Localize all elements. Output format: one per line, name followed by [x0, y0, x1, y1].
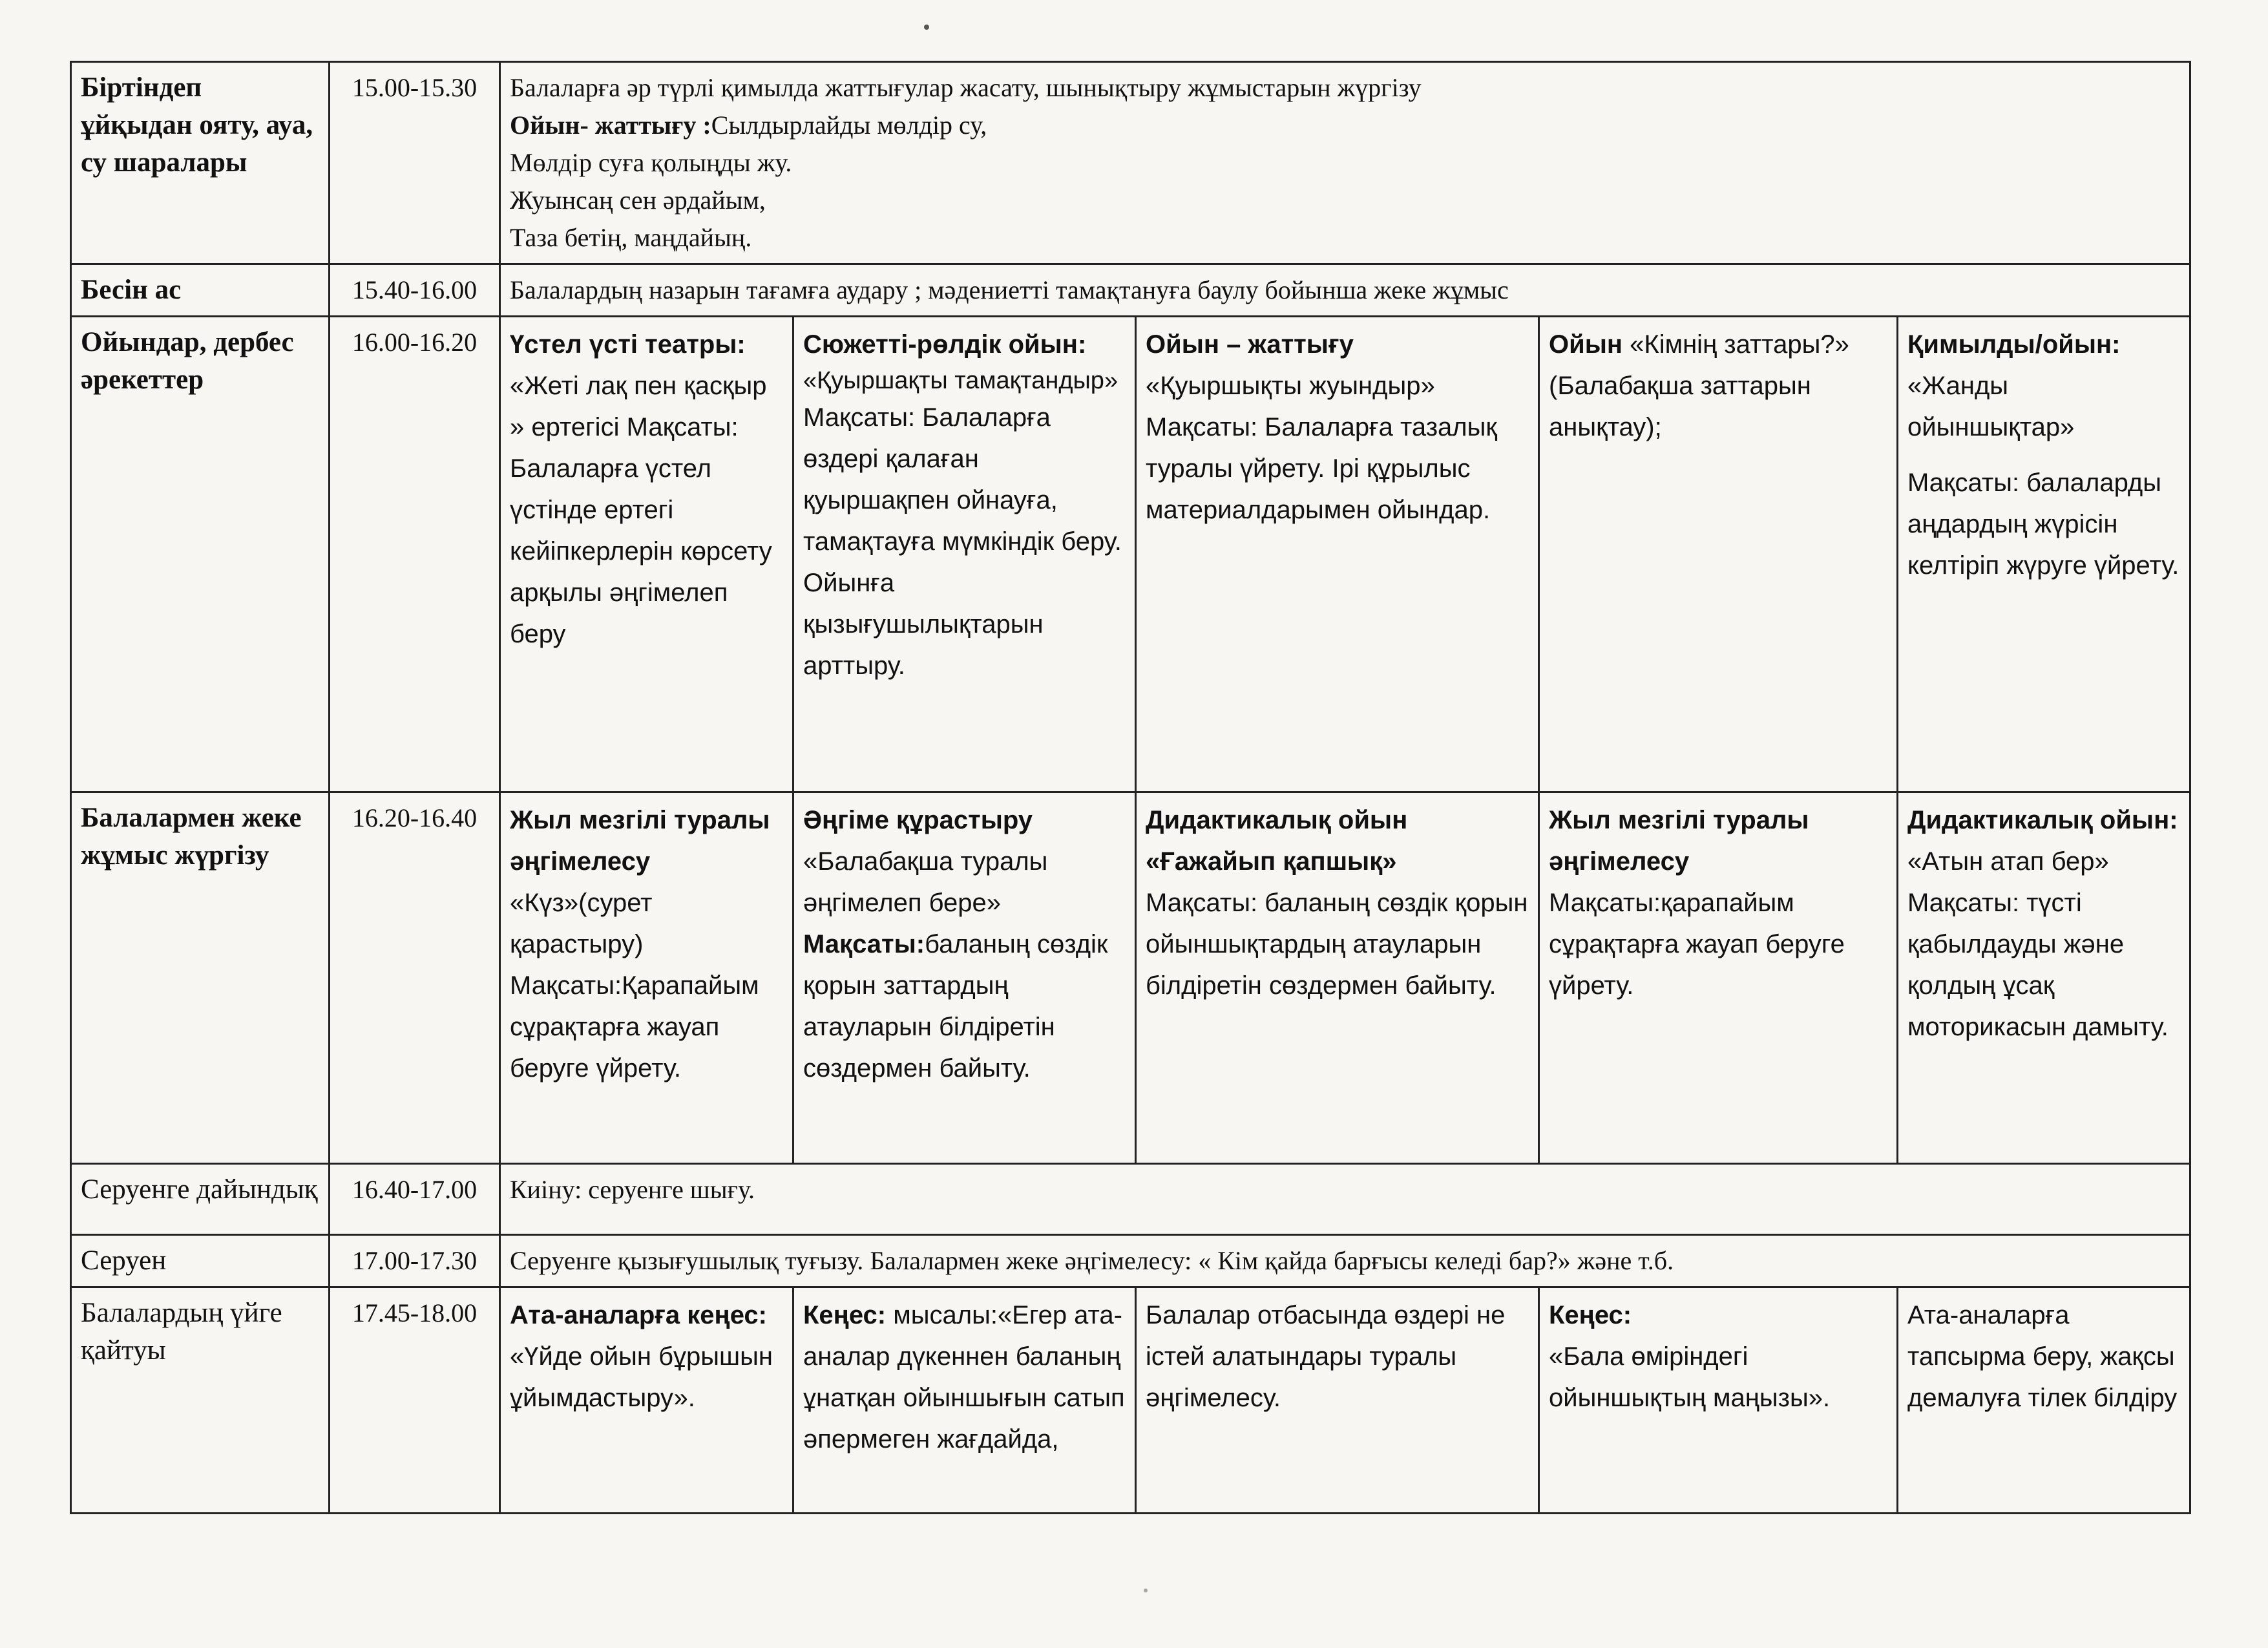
activity-text: «Жанды ойыншықтар» — [1907, 372, 2075, 442]
activity-cell — [500, 792, 793, 1164]
row-walk — [71, 1235, 2190, 1287]
row-content: Киіну: серуенге шығу. — [500, 1164, 2190, 1235]
activity-title: Сюжетті-рөлдік ойын: — [803, 330, 1087, 359]
row-time: 15.00-15.30 — [330, 62, 500, 264]
row-label: Балалармен жеке жұмыс жүргізу — [71, 792, 330, 1164]
poem-line: Таза бетің, маңдайың. — [510, 223, 752, 252]
activity-text: мысалы:«Егер ата-аналар дүкеннен баланың ұнатқан ойыншығын сатып әпермеген жағдайда, — [803, 1301, 1125, 1454]
activity-text: «Жеті лақ пен қасқыр » ертегісі Мақсаты: Балаларға үстел үстінде ертегі кейіпкерлерін көрсету арқылы әңгімелеп беру — [510, 372, 772, 649]
row-wake-up — [71, 62, 2190, 264]
row-time: 16.20-16.40 — [330, 792, 500, 1164]
row-label: Балалардың үйге қайтуы — [71, 1287, 330, 1514]
poem-line: Сылдырлайды мөлдір су, — [711, 111, 987, 140]
activity-cell — [793, 792, 1136, 1164]
activity-title: Дидактикалық ойын «Ғажайып қапшық» — [1146, 806, 1408, 876]
activity-cell — [1898, 792, 2190, 1164]
activity-cell — [1898, 317, 2190, 792]
row-individual-work — [71, 792, 2190, 1164]
row-time: 16.40-17.00 — [330, 1164, 500, 1235]
activity-title: Қимылды/ойын: — [1907, 330, 2121, 359]
activity-text: Мақсаты: Балаларға өздері қалаған қуыршақпен ойнауға, тамақтауға мүмкіндік беру. Ойынға қызығушылықтарын арттыру. — [803, 403, 1122, 681]
activity-text: «Кімнің заттары?» (Балабақша заттарын анықтау); — [1549, 330, 1849, 442]
row-label: Біртіндеп ұйқыдан ояту, ауа, су шаралары — [71, 62, 330, 264]
daily-plan-table — [70, 61, 2191, 1514]
row-time: 17.45-18.00 — [330, 1287, 500, 1514]
activity-text: «Қуыршықты жуындыр» Мақсаты: Балаларға тазалық туралы үйрету. Ірі құрылыс материалдарымен ойындар. — [1146, 372, 1497, 525]
activity-cell: Балалар отбасында өздері не істей алатындары туралы әңгімелесу. — [1136, 1287, 1539, 1514]
poem-line: Мөлдір суға қолыңды жу. — [510, 148, 792, 177]
activity-text: «Атын атап бер» Мақсаты: түсті қабылдауды және қолдың ұсақ моторикасын дамыту. — [1907, 847, 2168, 1042]
row-label: Бесін ас — [71, 264, 330, 317]
row-games — [71, 317, 2190, 792]
spacer — [1907, 448, 2180, 462]
activity-subtitle: «Қуыршақты тамақтандыр» — [803, 367, 1118, 395]
row-label: Серуен — [71, 1235, 330, 1287]
activity-title: Ойын – жаттығу — [1146, 330, 1354, 359]
activity-title: Ойын — [1549, 330, 1623, 359]
game-line — [510, 107, 2180, 144]
activity-title: Кеңес: — [1549, 1301, 1632, 1330]
activity-text: «Бала өміріндегі ойыншықтың маңызы». — [1549, 1342, 1831, 1413]
row-time: 16.00-16.20 — [330, 317, 500, 792]
row-time: 17.00-17.30 — [330, 1235, 500, 1287]
activity-cell — [1136, 792, 1539, 1164]
activity-text: «Күз»(сурет қарастыру) Мақсаты:Қарапайым сұрақтарға жауап беруге үйрету. — [510, 889, 759, 1083]
activity-text: «Үйде ойын бұрышын ұйымдастыру». — [510, 1342, 773, 1413]
activity-title: Әңгіме құрастыру — [803, 806, 1033, 835]
activity-text: Мақсаты: баланың сөздік қорын ойыншықтардың атауларын білдіретін сөздермен байыту. — [1146, 889, 1528, 1000]
row-content: Серуенге қызығушылық туғызу. Балалармен жеке әңгімелесу: « Кім қайда барғысы келеді бар?» және т.б. — [500, 1235, 2190, 1287]
activity-cell — [1539, 1287, 1898, 1514]
row-going-home — [71, 1287, 2190, 1514]
activity-title: Жыл мезгілі туралы әңгімелесу — [1549, 806, 1809, 876]
activity-subtitle: «Балабақша туралы әңгімелеп бере» — [803, 847, 1048, 918]
goal-label: Мақсаты: — [803, 930, 925, 959]
activity-cell — [1539, 317, 1898, 792]
row-afternoon-snack — [71, 264, 2190, 317]
activity-cell — [1539, 792, 1898, 1164]
wake-up-activity: Балаларға әр түрлі қимылда жаттығулар жасату, шынықтыру жұмыстарын жүргізу — [510, 73, 1422, 102]
activity-text: Мақсаты:қарапайым сұрақтарға жауап беруге үйрету. — [1549, 889, 1845, 1000]
scan-speck — [1144, 1589, 1148, 1592]
activity-cell — [793, 317, 1136, 792]
goal-text: баланың сөздік қорын заттардың атауларын білдіретін сөздермен байыту. — [803, 930, 1108, 1083]
activity-title: Дидактикалық ойын: — [1907, 806, 2178, 835]
activity-cell — [793, 1287, 1136, 1514]
row-label: Серуенге дайындық — [71, 1164, 330, 1235]
activity-cell — [1136, 317, 1539, 792]
activity-title: Ата-аналарға кеңес: — [510, 1301, 767, 1330]
game-title: Ойын- жаттығу : — [510, 111, 711, 140]
activity-cell — [500, 317, 793, 792]
activity-cell: Ата-аналарға тапсырма беру, жақсы демалуға тілек білдіру — [1898, 1287, 2190, 1514]
scan-speck — [924, 25, 929, 30]
row-walk-preparation — [71, 1164, 2190, 1235]
activity-title: Үстел үсті театры: — [510, 330, 746, 359]
activity-cell — [500, 1287, 793, 1514]
activity-text — [803, 924, 1126, 1089]
poem-line: Жуынсаң сен әрдайым, — [510, 185, 766, 215]
row-content — [500, 62, 2190, 264]
row-content: Балалардың назарын тағамға аудару ; мәдениетті тамақтануға баулу бойынша жеке жұмыс — [500, 264, 2190, 317]
activity-title: Жыл мезгілі туралы әңгімелесу — [510, 806, 770, 876]
activity-title: Кеңес: — [803, 1301, 887, 1330]
row-time: 15.40-16.00 — [330, 264, 500, 317]
row-label: Ойындар, дербес әрекеттер — [71, 317, 330, 792]
activity-text: Мақсаты: балаларды аңдардың жүрісін келтіріп жүруге үйрету. — [1907, 469, 2179, 580]
